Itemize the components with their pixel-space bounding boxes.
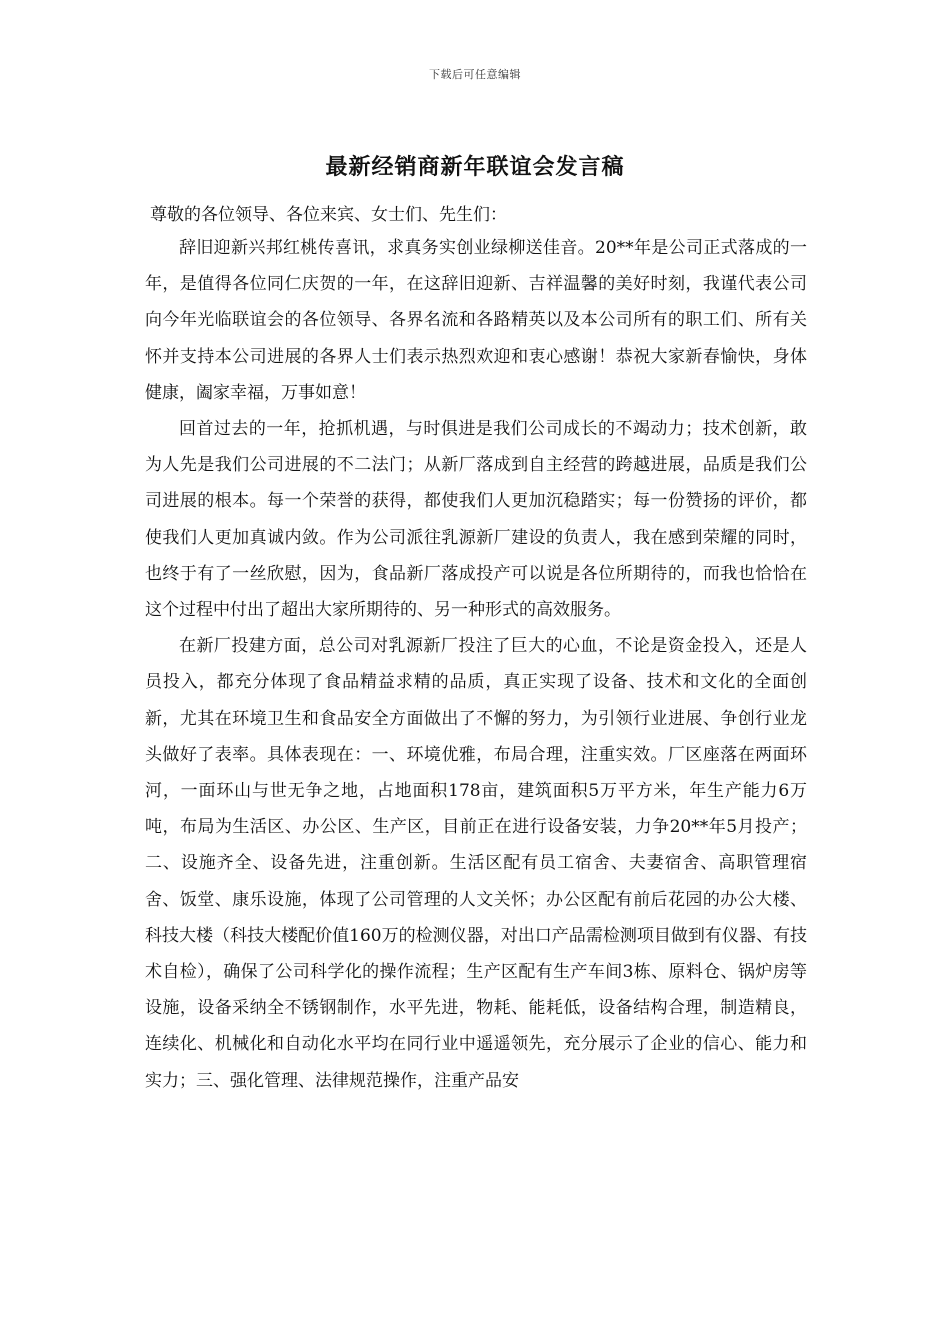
paragraph: 回首过去的一年，抢抓机遇，与时俱进是我们公司成长的不竭动力；技术创新，敢为人先是我们公司进展的不二法门；从新厂落成到自主经营的跨越进展，品质是我们公司进展的根本。每一个荣誉的获得，都使我们人更加沉稳踏实；每一份赞扬的评价，都使我们人更加真诚内敛。作为公司派往乳源新厂建设的负责人，我在感到荣耀的同时，也终于有了一丝欣慰，因为，食品新厂落成投产可以说是各位所期待的，而我也恰恰在这个过程中付出了超出大家所期待的、另一种形式的高效服务。: [145, 419, 807, 621]
paragraph: 辞旧迎新兴邦红桃传喜讯，求真务实创业绿柳送佳音。20**年是公司正式落成的一年，是值得各位同仁庆贺的一年，在这辞旧迎新、吉祥温馨的美好时刻，我谨代表公司向今年光临联谊会的各位领导、各界名流和各路精英以及本公司所有的职工们、所有关怀并支持本公司进展的各界人士们表示热烈欢迎和衷心感谢！恭祝大家新春愉快，身体健康，阖家幸福，万事如意！: [145, 238, 807, 403]
document-title: 最新经销商新年联谊会发言稿: [325, 154, 625, 180]
header-note: 下载后可任意编辑: [429, 68, 521, 81]
salutation: 尊敬的各位领导、各位来宾、女士们、先生们：: [150, 205, 507, 225]
document-body: [145, 230, 807, 1099]
paragraph: 在新厂投建方面，总公司对乳源新厂投注了巨大的心血，不论是资金投入，还是人员投入，都充分体现了食品精益求精的品质，真正实现了设备、技术和文化的全面创新，尤其在环境卫生和食品安全方面做出了不懈的努力，为引领行业进展、争创行业龙头做好了表率。具体表现在：一、环境优雅，布局合理，注重实效。厂区座落在两面环河，一面环山与世无争之地，占地面积178亩，建筑面积5万平方米，年生产能力6万吨，布局为生活区、办公区、生产区，目前正在进行设备安装，力争20**年5月投产；二、设施齐全、设备先进，注重创新。生活区配有员工宿舍、夫妻宿舍、高职管理宿舍、饭堂、康乐设施，体现了公司管理的人文关怀；办公区配有前后花园的办公大楼、科技大楼（科技大楼配价值160万的检测仪器，对出口产品需检测项目做到有仪器、有技术自检），确保了公司科学化的操作流程；生产区配有生产车间3栋、原料仓、锅炉房等设施，设备采纳全不锈钢制作，水平先进，物耗、能耗低，设备结构合理，制造精良，连续化、机械化和自动化水平均在同行业中遥遥领先，充分展示了企业的信心、能力和实力；三、强化管理、法律规范操作，注重产品安: [145, 636, 807, 1091]
